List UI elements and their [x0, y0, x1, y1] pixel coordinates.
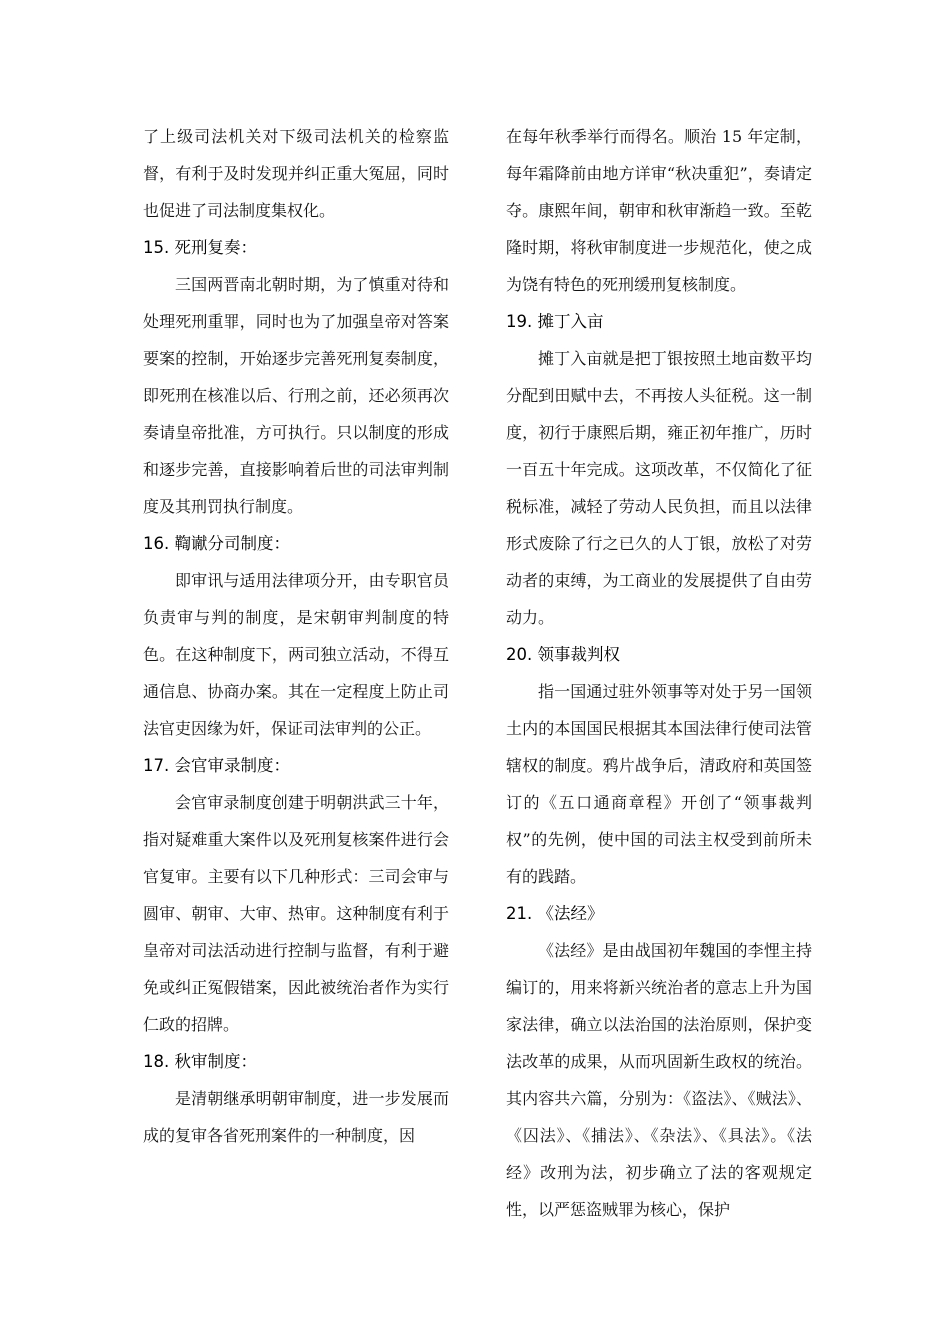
- section-heading-15: 15. 死刑复奏：: [143, 238, 257, 257]
- section-heading-18: 18. 秋审制度：: [143, 1052, 257, 1071]
- section-heading-20: 20. 领事裁判权: [506, 645, 620, 664]
- section-body-18: 是清朝继承明朝审制度，进一步发展而成的复审各省死刑案件的一种制度，因: [143, 1089, 449, 1145]
- section-body-15: 三国两晋南北朝时期，为了慎重对待和处理死刑重罪，同时也为了加强皇帝对答案要案的控制，开始逐步完善死刑复奏制度，即死刑在核准以后、行刑之前，还必须再次奏请皇帝批准，方可执行。只以制度的形成和逐步完善，直接影响着后世的司法审判制度及其刑罚执行制度。: [143, 275, 449, 516]
- continuation-paragraph: 在每年秋季举行而得名。顺治 15 年定制，每年霜降前由地方详审“秋决重犯”，奏请定夺。康熙年间，朝审和秋审渐趋一致。至乾隆时期，将秋审制度进一步规范化，使之成为饶有特色的死刑缓刑复核制度。: [506, 127, 812, 294]
- section-body-21: 《法经》是由战国初年魏国的李悝主持编订的，用来将新兴统治者的意志上升为国家法律，确立以法治国的法治原则，保护变法改革的成果，从而巩固新生政权的统治。其内容共六篇，分别为：《盗法》、《贼法》、《囚法》、《捕法》、《杂法》、《具法》。《法经》改刑为法，初步确立了法的客观规定性，以严惩盗贼罪为核心，保护: [506, 941, 812, 1219]
- section-heading-16: 16. 鞫谳分司制度：: [143, 534, 290, 553]
- section-body-19: 摊丁入亩就是把丁银按照土地亩数平均分配到田赋中去，不再按人头征税。这一制度，初行于康熙后期，雍正初年推广，历时一百五十年完成。这项改革，不仅简化了征税标准，减轻了劳动人民负担，而且以法律形式废除了行之已久的人丁银，放松了对劳动者的束缚，为工商业的发展提供了自由劳动力。: [506, 349, 812, 627]
- continuation-paragraph: 了上级司法机关对下级司法机关的检察监督，有利于及时发现并纠正重大冤屈，同时也促进了司法制度集权化。: [143, 127, 449, 220]
- section-heading-17: 17. 会官审录制度：: [143, 756, 290, 775]
- section-body-17: 会官审录制度创建于明朝洪武三十年，指对疑难重大案件以及死刑复核案件进行会官复审。主要有以下几种形式：三司会审与圆审、朝审、大审、热审。这种制度有利于皇帝对司法活动进行控制与监督，有利于避免或纠正冤假错案，因此被统治者作为实行仁政的招牌。: [143, 793, 449, 1034]
- section-body-20: 指一国通过驻外领事等对处于另一国领土内的本国国民根据其本国法律行使司法管辖权的制度。鸦片战争后，清政府和英国签订的《五口通商章程》开创了“领事裁判权”的先例，使中国的司法主权受到前所未有的践踏。: [506, 682, 812, 886]
- right-column: [506, 118, 812, 1228]
- section-heading-21: 21. 《法经》: [506, 904, 604, 923]
- section-heading-19: 19. 摊丁入亩: [506, 312, 604, 331]
- left-column: [143, 118, 449, 1154]
- section-body-16: 即审讯与适用法律项分开，由专职官员负责审与判的制度，是宋朝审判制度的特色。在这种制度下，两司独立活动，不得互通信息、协商办案。其在一定程度上防止司法官吏因缘为奸，保证司法审判的公正。: [143, 571, 449, 738]
